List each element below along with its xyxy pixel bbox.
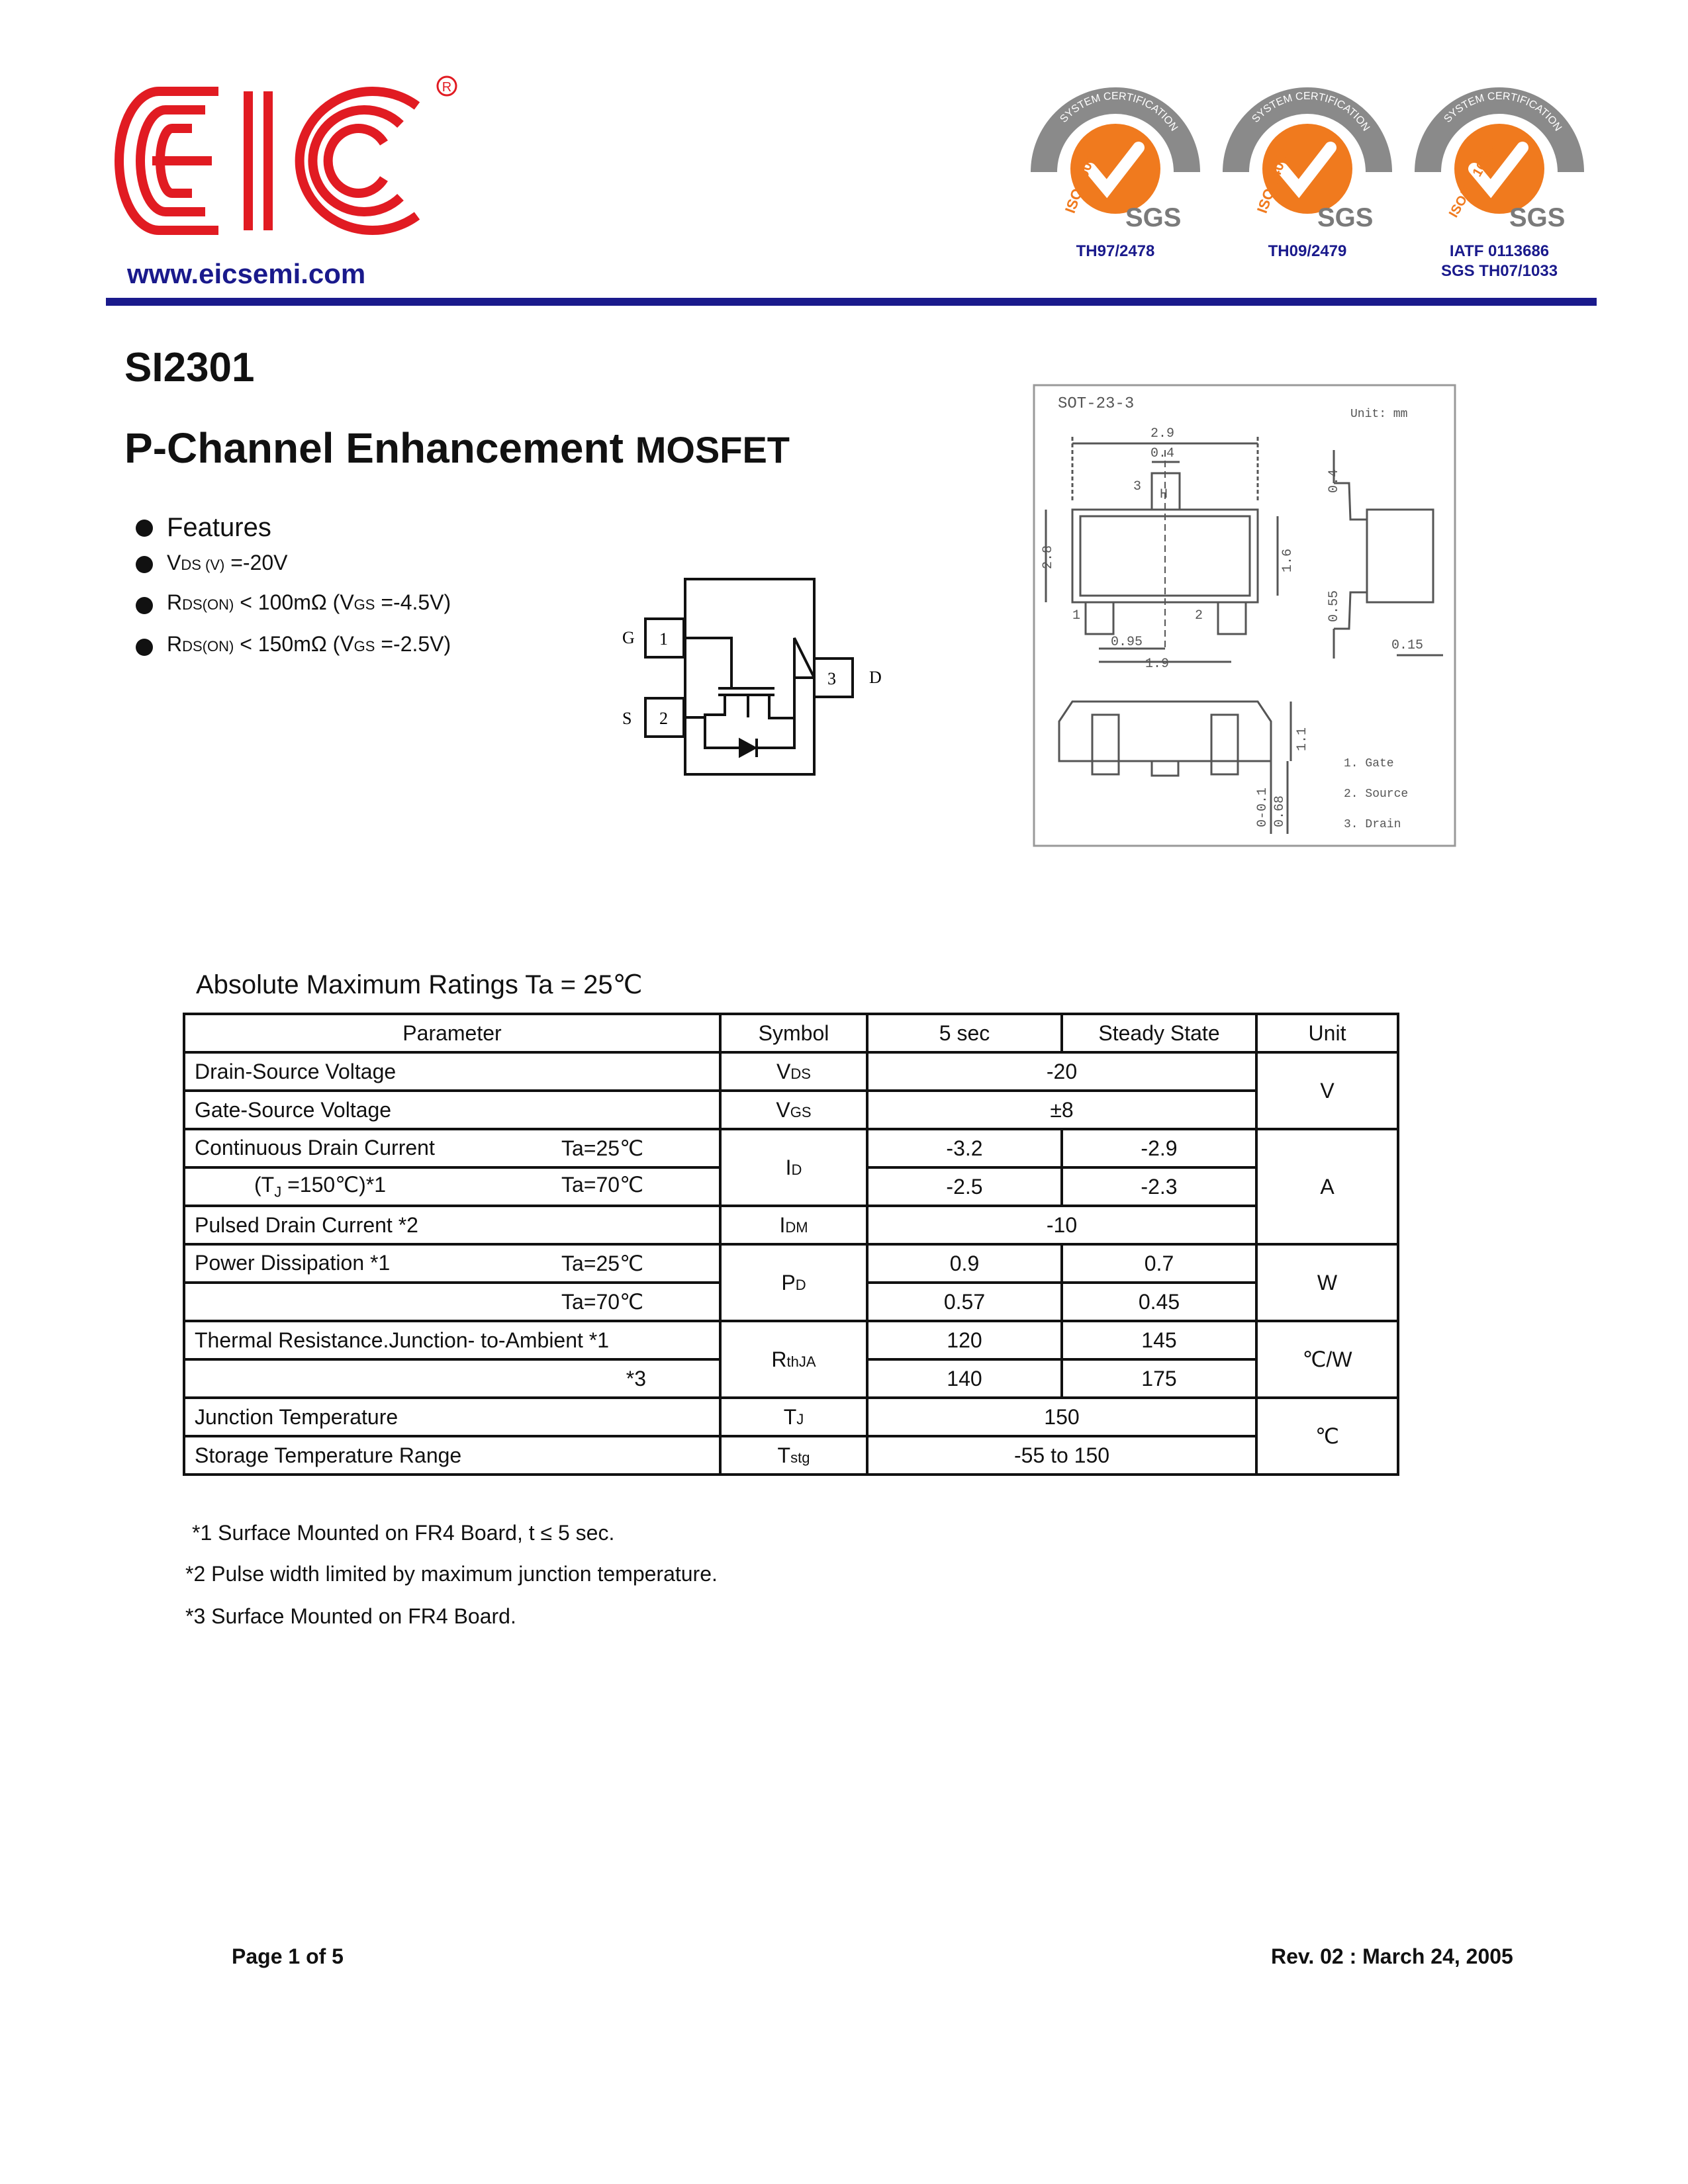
dim-1-1: 1.1 <box>1295 727 1310 751</box>
header-rule <box>106 298 1597 306</box>
revision-date: Rev. 02 : March 24, 2005 <box>1271 1944 1513 1968</box>
param-cell: Storage Temperature Range <box>184 1436 720 1475</box>
cert-code-2: SGS TH07/1033 <box>1440 262 1558 280</box>
value-cell: 0.7 <box>1062 1244 1256 1283</box>
value-cell: 0.9 <box>867 1244 1062 1283</box>
footnote-3: *3 Surface Mounted on FR4 Board. <box>185 1604 516 1628</box>
value-cell: -10 <box>867 1206 1256 1244</box>
table-header-row <box>184 1014 1398 1052</box>
marking-h: H <box>1160 487 1168 502</box>
value-cell: 175 <box>1062 1359 1256 1398</box>
pin-3-label: 3 <box>1133 479 1142 494</box>
dim-0-68: 0.68 <box>1272 795 1288 827</box>
svg-text:SGS: SGS <box>1509 203 1566 232</box>
value-cell: -20 <box>867 1052 1256 1091</box>
bullet <box>136 597 153 614</box>
param-cell: Drain-Source Voltage <box>184 1052 720 1091</box>
value-cell: -3.2 <box>867 1129 1062 1167</box>
table-row <box>184 1052 1398 1091</box>
svg-text:SGS: SGS <box>1125 203 1182 232</box>
part-number: SI2301 <box>124 345 255 390</box>
pin-2-number: 2 <box>659 709 668 728</box>
table-caption: Absolute Maximum Ratings Ta = 25℃ <box>196 970 643 999</box>
table-row <box>184 1321 1398 1359</box>
symbol-cell: VGS <box>720 1091 867 1129</box>
symbol-cell: Tstg <box>720 1436 867 1475</box>
dim-2-8: 2.8 <box>1041 545 1056 569</box>
value-cell: 0.45 <box>1062 1283 1256 1321</box>
param-cell: ($T_J$ =150℃)*1 Ta=70℃ <box>184 1167 720 1206</box>
table-row <box>184 1436 1398 1475</box>
param-cell: Junction Temperature <box>184 1398 720 1436</box>
dim-0-0-1: 0-0.1 <box>1255 787 1270 827</box>
table-row <box>184 1244 1398 1283</box>
mosfet-schematic <box>596 563 900 788</box>
param-cell: Gate-Source Voltage <box>184 1091 720 1129</box>
absolute-max-ratings-table <box>183 1013 1399 1476</box>
pin-3-number: 3 <box>827 669 836 688</box>
sgs-cert-icon <box>1413 73 1585 238</box>
product-title: P-Channel Enhancement MOSFET <box>124 424 790 472</box>
dim-1-6: 1.6 <box>1280 548 1295 572</box>
unit-cell: ℃/W <box>1256 1321 1398 1398</box>
value-cell: 140 <box>867 1359 1062 1398</box>
cert-code: IATF 0113686 <box>1449 242 1550 260</box>
dim-0-95: 0.95 <box>1111 635 1143 650</box>
package-unit: Unit: mm <box>1350 408 1408 421</box>
svg-text:SYSTEM CERTIFICATION: SYSTEM CERTIFICATION <box>1442 90 1564 134</box>
pin-s-label: S <box>622 709 632 728</box>
value-cell: ±8 <box>867 1091 1256 1129</box>
value-cell: 0.57 <box>867 1283 1062 1321</box>
symbol-cell: VDS <box>720 1052 867 1091</box>
svg-text:SGS: SGS <box>1317 203 1374 232</box>
param-cell: Continuous Drain Current Ta=25℃ <box>184 1129 720 1167</box>
symbol-cell: ID <box>720 1129 867 1206</box>
pin-d-label: D <box>869 668 882 687</box>
cert-code: TH97/2478 <box>1076 242 1155 260</box>
value-cell: 120 <box>867 1321 1062 1359</box>
sgs-cert-icon <box>1029 73 1201 238</box>
bullet <box>136 639 153 656</box>
header-steady: Steady State <box>1062 1014 1256 1052</box>
pin-1-label: 1 <box>1072 608 1081 623</box>
dim-1-9: 1.9 <box>1145 657 1170 672</box>
param-cell: Power Dissipation *1 Ta=25℃ <box>184 1244 720 1283</box>
iso14001-badge <box>1221 73 1393 261</box>
features-heading: Features <box>167 513 271 542</box>
table-row <box>184 1091 1398 1129</box>
feature-vds: VDS (V) =-20V <box>167 551 288 574</box>
value-cell: 145 <box>1062 1321 1256 1359</box>
param-cell: Thermal Resistance.Junction- to-Ambient *1 <box>184 1321 720 1359</box>
pin-1-number: 1 <box>659 629 668 649</box>
bullet <box>136 556 153 573</box>
unit-cell: ℃ <box>1256 1398 1398 1475</box>
website-link[interactable]: www.eicsemi.com <box>127 258 366 289</box>
svg-text:R: R <box>442 80 452 95</box>
footnote-1: *1 Surface Mounted on FR4 Board, t ≤ 5 sec. <box>192 1521 615 1545</box>
table-row <box>184 1129 1398 1167</box>
sgs-cert-icon <box>1221 73 1393 238</box>
legend-source: 2. Source <box>1344 788 1409 801</box>
cert-code: TH09/2479 <box>1268 242 1347 260</box>
param-cell: Ta=70℃ <box>184 1283 720 1321</box>
value-cell: 150 <box>867 1398 1256 1436</box>
header-parameter: Parameter <box>184 1014 720 1052</box>
svg-text:ISO 9001: ISO 9001 <box>1061 152 1099 216</box>
dim-0-55: 0.55 <box>1327 590 1342 622</box>
package-name: SOT-23-3 <box>1058 395 1135 413</box>
symbol-cell: TJ <box>720 1398 867 1436</box>
footnote-2: *2 Pulse width limited by maximum junction temperature. <box>185 1562 718 1586</box>
unit-cell: V <box>1256 1052 1398 1129</box>
symbol-cell: RthJA <box>720 1321 867 1398</box>
header-symbol: Symbol <box>720 1014 867 1052</box>
header-unit: Unit <box>1256 1014 1398 1052</box>
pin-g-label: G <box>622 628 635 647</box>
unit-cell: W <box>1256 1244 1398 1321</box>
table-row <box>184 1206 1398 1244</box>
iso9001-badge <box>1029 73 1201 261</box>
symbol-cell: PD <box>720 1244 867 1321</box>
value-cell: -55 to 150 <box>867 1436 1256 1475</box>
feature-rds-1: RDS(ON) < 100mΩ (VGS =-4.5V) <box>167 590 451 614</box>
pin-2-label: 2 <box>1195 608 1203 623</box>
eic-logo <box>106 71 463 244</box>
table-row <box>184 1398 1398 1436</box>
bullet <box>136 520 153 537</box>
page-number: Page 1 of 5 <box>232 1944 344 1968</box>
isots16949-badge <box>1413 73 1585 281</box>
value-cell: -2.5 <box>867 1167 1062 1206</box>
svg-text:ISO 14001: ISO 14001 <box>1253 144 1293 216</box>
package-outline-drawing <box>1033 384 1456 847</box>
symbol-cell: IDM <box>720 1206 867 1244</box>
dim-2-9: 2.9 <box>1150 426 1175 441</box>
dim-0-4: 0.4 <box>1150 446 1175 461</box>
feature-rds-2: RDS(ON) < 150mΩ (VGS =-2.5V) <box>167 632 451 656</box>
dim-0-15: 0.15 <box>1391 638 1424 653</box>
svg-text:SYSTEM CERTIFICATION: SYSTEM CERTIFICATION <box>1058 90 1180 134</box>
svg-text:ISO/TS 16949: ISO/TS 16949 <box>1446 140 1501 220</box>
param-cell: *3 <box>184 1359 720 1398</box>
header-5sec: 5 sec <box>867 1014 1062 1052</box>
value-cell: -2.3 <box>1062 1167 1256 1206</box>
legend-gate: 1. Gate <box>1344 757 1394 770</box>
value-cell: -2.9 <box>1062 1129 1256 1167</box>
legend-drain: 3. Drain <box>1344 818 1401 831</box>
dim-0-4-side: 0.4 <box>1327 469 1342 493</box>
svg-text:SYSTEM CERTIFICATION: SYSTEM CERTIFICATION <box>1250 90 1372 134</box>
param-cell: Pulsed Drain Current *2 <box>184 1206 720 1244</box>
unit-cell: A <box>1256 1129 1398 1244</box>
